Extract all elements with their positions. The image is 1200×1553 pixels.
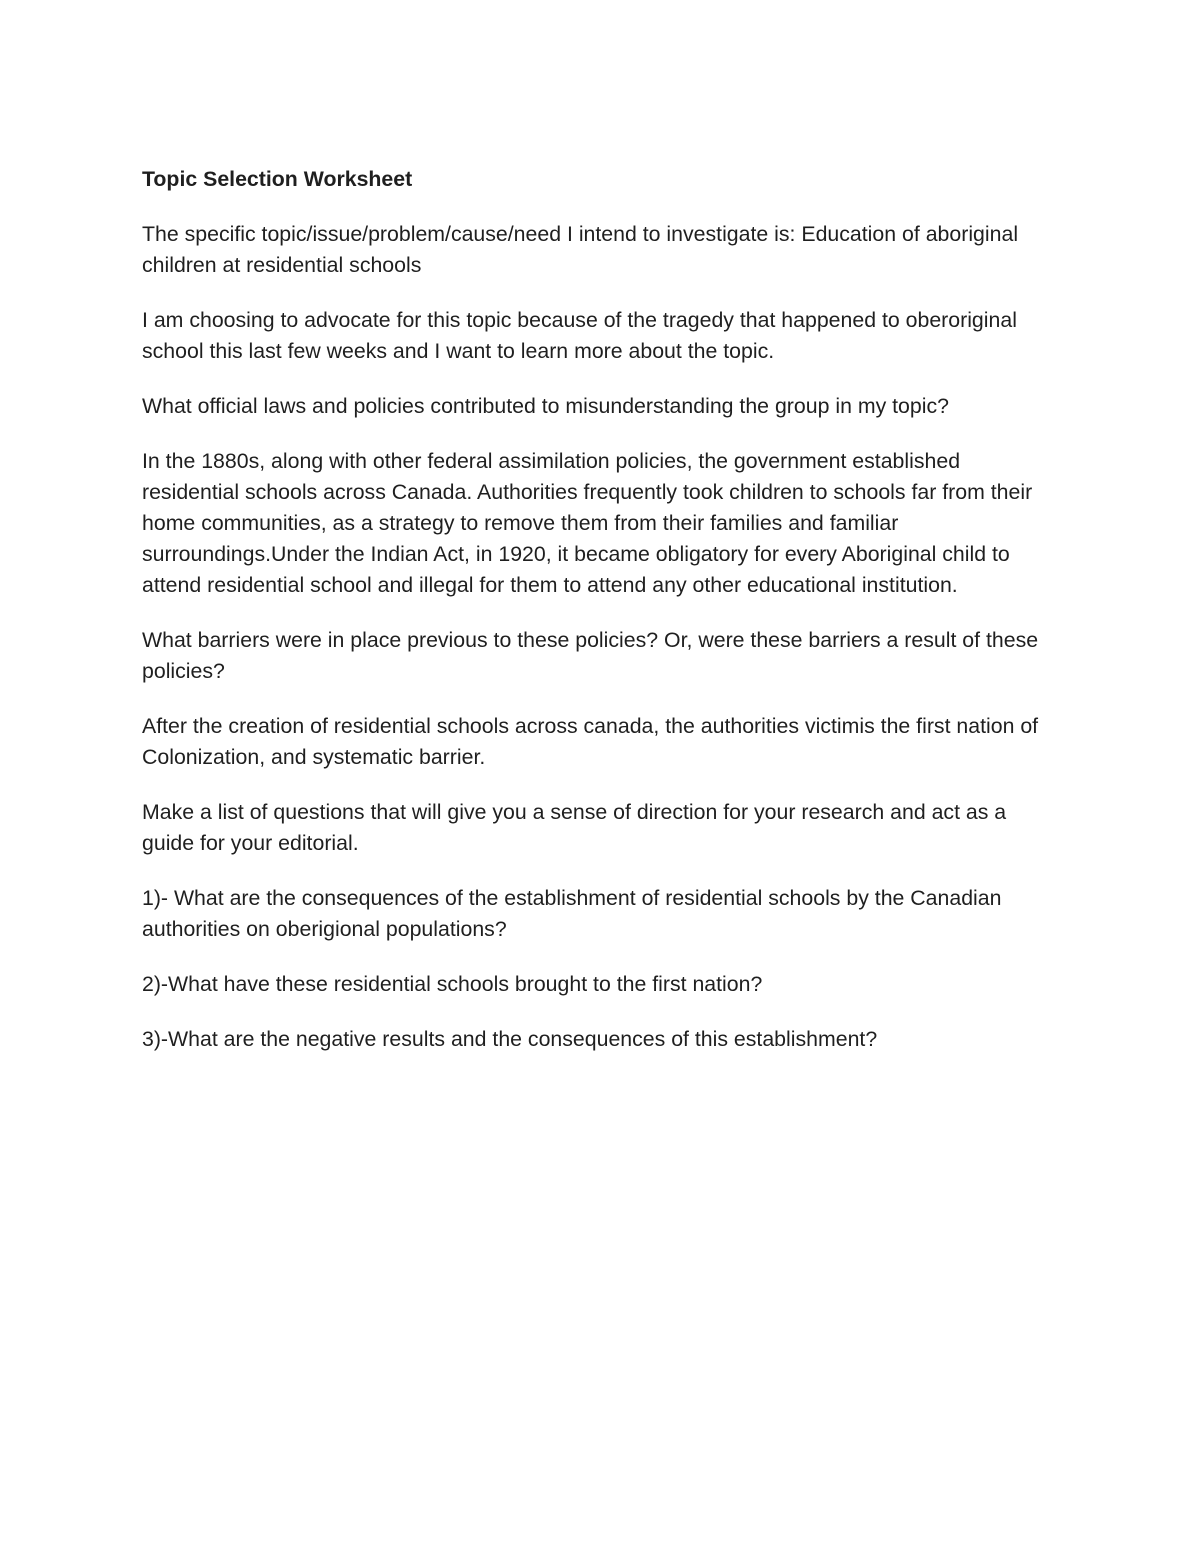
question-laws: What official laws and policies contributed to misunderstanding the group in my topic? xyxy=(142,394,949,418)
document-title: Topic Selection Worksheet xyxy=(142,167,413,191)
research-question-1: 1)- What are the consequences of the establishment of residential schools by the Canadian authorities on oberigional populations? xyxy=(142,886,1002,941)
research-question-3: 3)-What are the negative results and the consequences of this establishment? xyxy=(142,1027,878,1051)
paragraph-reason: I am choosing to advocate for this topic because of the tragedy that happened to oberoriginal school this last few weeks and I want to learn more about the topic. xyxy=(142,308,1017,363)
paragraph-barriers-answer: After the creation of residential schools across canada, the authorities victimis the first nation of Colonization, and systematic barrier. xyxy=(142,714,1039,769)
question-barriers: What barriers were in place previous to these policies? Or, were these barriers a result of these policies? xyxy=(142,628,1039,683)
paragraph-topic: The specific topic/issue/problem/cause/need I intend to investigate is: Education of aboriginal children at residential schools xyxy=(142,222,1019,277)
instruction-question-list: Make a list of questions that will give you a sense of direction for your research and act as a guide for your editorial. xyxy=(142,800,1007,855)
paragraph-laws-answer: In the 1880s, along with other federal assimilation policies, the government established residential schools across Canada. Authorities frequently took children to schools far from their home communities, as a strategy to remove them from their families and familiar surroundings.Under the Indian Act, in 1920, it became obligatory for every Aboriginal child to attend residential school and illegal for them to attend any other educational institution. xyxy=(142,449,1033,597)
research-question-2: 2)-What have these residential schools brought to the first nation? xyxy=(142,972,763,996)
document-body xyxy=(142,164,1057,1079)
